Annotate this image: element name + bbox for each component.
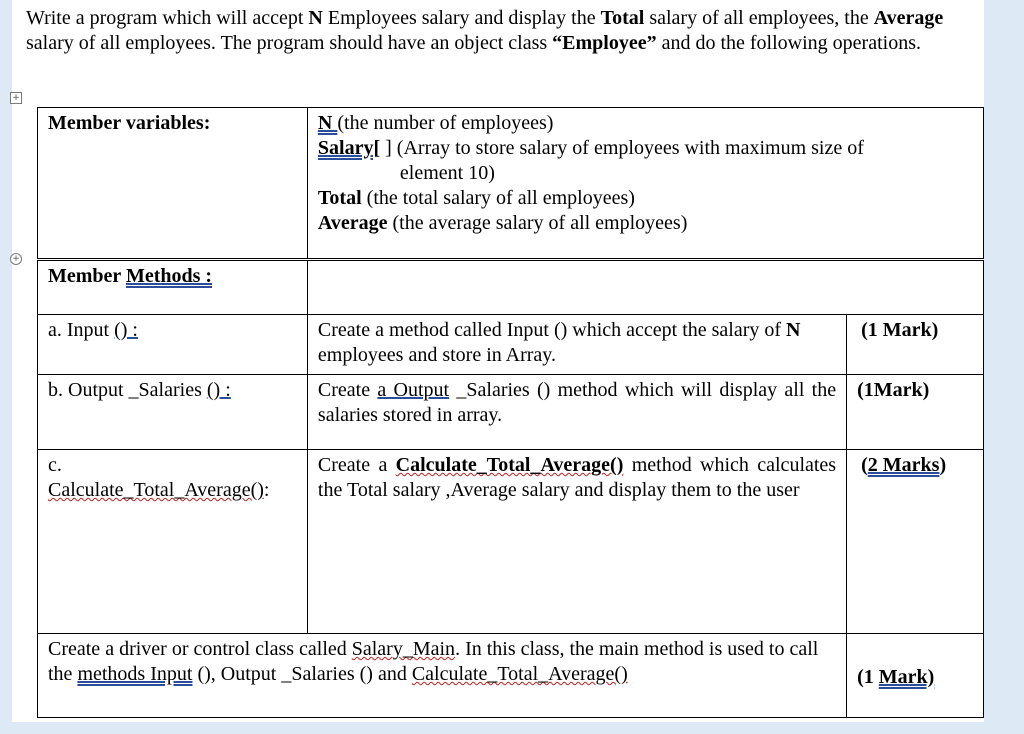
input-label-cell [38, 315, 308, 375]
output-method-label: b. Output _Salaries [48, 379, 207, 401]
driver-mark-cell [847, 634, 984, 718]
member-methods-label-cell [38, 260, 308, 315]
intro-paragraph [26, 6, 966, 56]
var-salary-desc: ] (Array to store salary of employees with maximum size of [380, 137, 864, 159]
input-mark: (1 Mark) [861, 319, 939, 341]
intro-bold-total: Total [600, 7, 645, 29]
output-desc-b: _Salaries () method which will display all the salaries stored in array. [317, 379, 837, 426]
driver-text-2: . In this class, the main method is used to call the [48, 638, 819, 685]
intro-bold-n: N [308, 7, 323, 29]
requirements-table [37, 107, 984, 718]
table-row-input [38, 315, 984, 375]
var-n-desc: (the number of employees) [337, 112, 554, 134]
intro-bold-employee: “Employee” [552, 32, 657, 54]
driver-calc-method: Calculate_Total_Average() [411, 663, 628, 685]
intro-text-1: Write a program which will accept [26, 7, 309, 29]
driver-text-3: (), Output _Salaries () and [192, 663, 412, 685]
member-methods-prefix: Member [48, 265, 126, 287]
intro-text-5: and do the following operations. [656, 32, 921, 54]
intro-text-2: Employees salary and display the [322, 7, 601, 29]
calculate-label-prefix: c. [48, 454, 62, 476]
intro-text-3: salary of all employees, the [644, 7, 874, 29]
var-average-desc: (the average salary of all employees) [387, 212, 688, 234]
driver-methods-input: methods Input [77, 663, 193, 685]
member-methods-empty-cell [307, 260, 983, 315]
member-variables-label: Member variables: [48, 112, 211, 134]
calculate-desc-cell [307, 450, 846, 634]
input-desc-cell [307, 315, 846, 375]
calculate-desc-method: Calculate_Total_Average() [395, 454, 624, 476]
var-average-name: Average [317, 212, 388, 234]
calculate-label-cell [38, 450, 308, 634]
driver-text-1: Create a driver or control class called [48, 638, 352, 660]
output-desc-underlined: a Output [377, 379, 450, 401]
output-label-cell [38, 375, 308, 450]
driver-class-name: Salary_Main [351, 638, 456, 660]
table-row-member-methods [38, 260, 984, 315]
output-mark-cell [847, 375, 984, 450]
input-desc-n: N [786, 319, 801, 341]
member-variables-label-cell [38, 108, 308, 260]
intro-bold-average: Average [873, 7, 944, 29]
input-method-label: a. Input [48, 319, 115, 341]
var-n-name: N [317, 112, 338, 134]
output-method-parens: () : [206, 379, 231, 401]
calculate-desc-a: Create a [317, 454, 396, 476]
var-total-desc: (the total salary of all employees) [361, 187, 635, 209]
table-move-handle-icon[interactable]: + [10, 92, 22, 104]
table-row-driver [38, 634, 984, 718]
output-desc-cell [307, 375, 846, 450]
calculate-mark-open: ( [861, 454, 868, 476]
var-total-name: Total [317, 187, 362, 209]
calculate-mark-close: ) [939, 454, 947, 476]
table-row-member-variables [38, 108, 984, 260]
calculate-method-label: Calculate_Total_Average() [48, 479, 264, 501]
table-row-calculate [38, 450, 984, 634]
document-page [12, 0, 984, 722]
var-salary-desc-cont: element 10) [399, 162, 495, 184]
input-mark-cell [847, 315, 984, 375]
output-desc-a: Create [317, 379, 378, 401]
calculate-mark: 2 Marks [867, 454, 940, 476]
calculate-desc-b: method which calculates the Total salary ,Average salary and display them to the user [317, 454, 837, 501]
driver-mark-open: (1 [857, 665, 879, 688]
member-methods-label: Methods : [125, 265, 213, 287]
driver-mark: Mark) [878, 665, 935, 688]
input-desc-cont: employees and store in Array. [317, 344, 556, 366]
var-salary-name: Salary[ [317, 137, 381, 159]
output-mark: (1Mark) [857, 379, 930, 401]
row-insert-handle-icon[interactable]: + [10, 253, 22, 265]
input-method-parens: () : [114, 319, 138, 341]
calculate-label-colon: : [263, 479, 270, 501]
calculate-mark-cell [847, 450, 984, 634]
driver-desc-cell [38, 634, 847, 718]
input-desc: Create a method called Input () which accept the salary of [317, 319, 787, 341]
table-row-output [38, 375, 984, 450]
intro-text-4: salary of all employees. The program should have an object class [26, 32, 553, 54]
member-variables-desc-cell [307, 108, 983, 260]
